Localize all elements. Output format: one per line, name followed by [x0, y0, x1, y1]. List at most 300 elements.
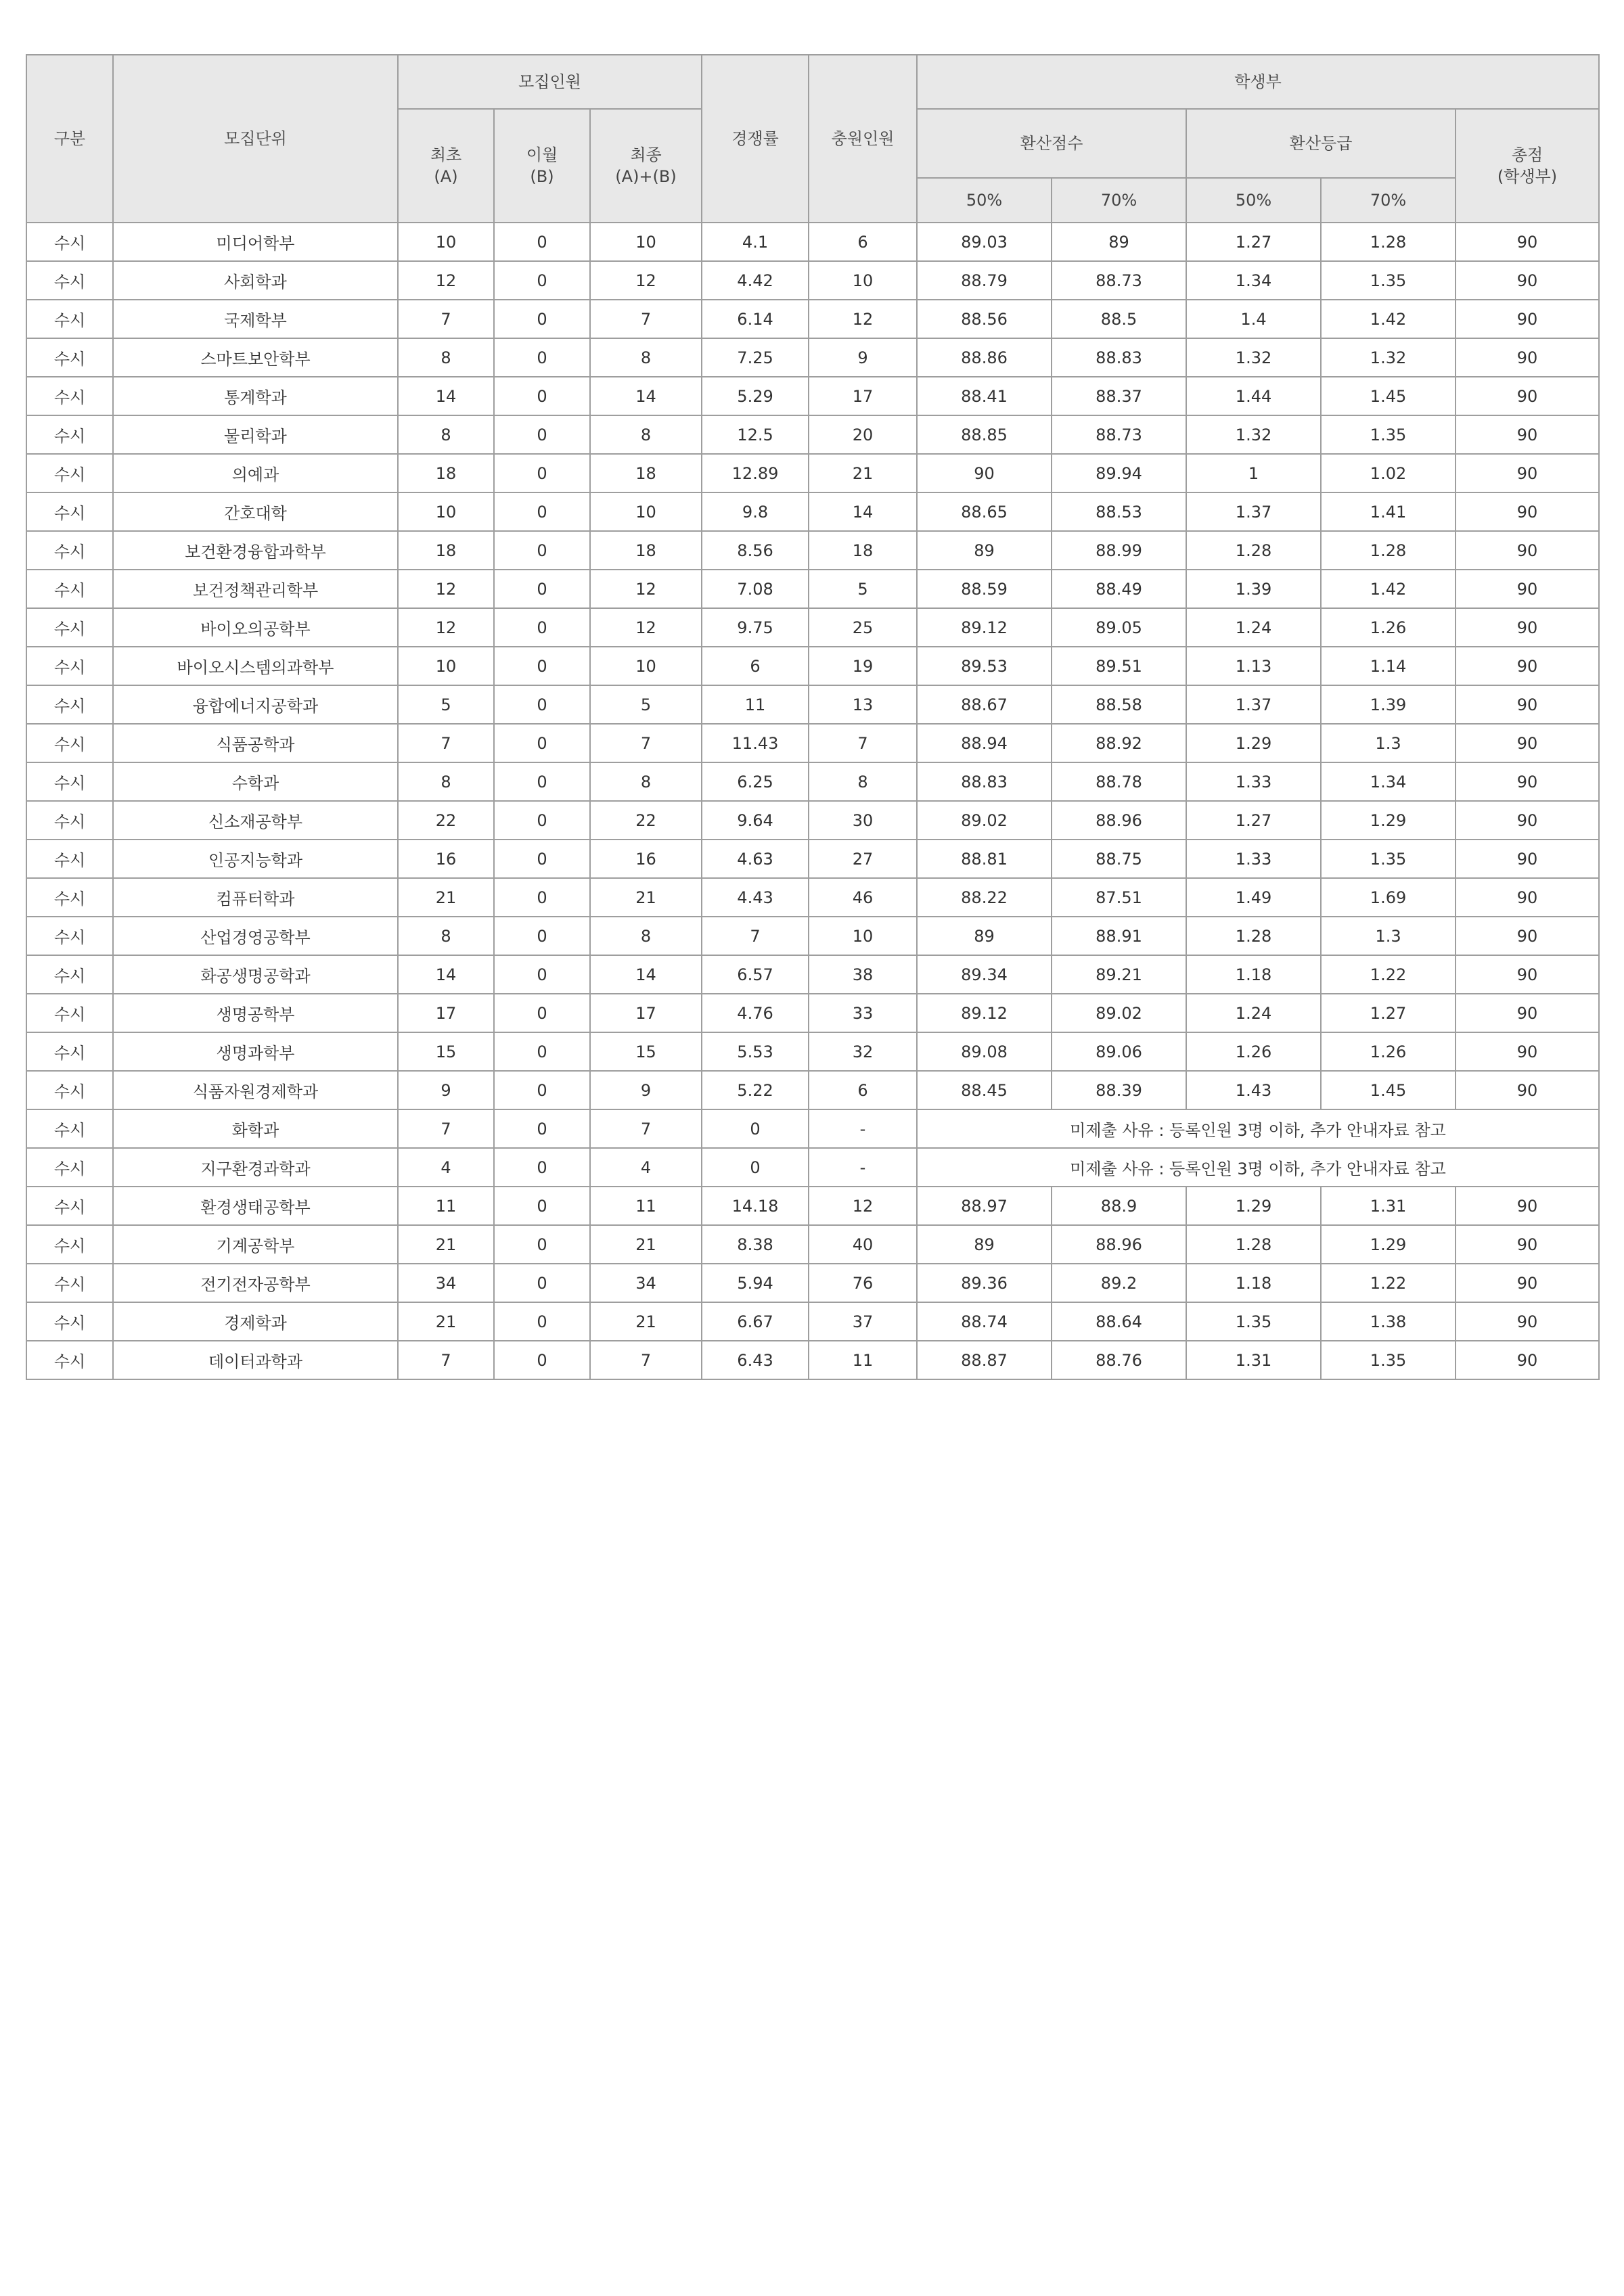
cell-score-70: 88.96 — [1052, 801, 1186, 840]
cell-final: 4 — [590, 1148, 702, 1187]
cell-final: 11 — [590, 1187, 702, 1225]
cell-grade-50: 1.26 — [1186, 1032, 1321, 1071]
cell-grade-50: 1.28 — [1186, 917, 1321, 955]
cell-initial: 12 — [398, 570, 494, 608]
cell-initial: 17 — [398, 994, 494, 1032]
cell-grade-50: 1.49 — [1186, 878, 1321, 917]
cell-score-50: 89.03 — [917, 223, 1052, 261]
cell-filled: 7 — [809, 724, 917, 762]
cell-carry: 0 — [494, 724, 590, 762]
cell-grade-70: 1.69 — [1321, 878, 1456, 917]
cell-score-70: 88.73 — [1052, 261, 1186, 300]
cell-competition: 6.57 — [702, 955, 809, 994]
cell-unit: 의예과 — [113, 454, 398, 492]
cell-competition: 4.63 — [702, 840, 809, 878]
cell-unit: 지구환경과학과 — [113, 1148, 398, 1187]
cell-score-50: 89.34 — [917, 955, 1052, 994]
cell-filled: 10 — [809, 917, 917, 955]
cell-score-70: 88.96 — [1052, 1225, 1186, 1264]
cell-grade-50: 1.13 — [1186, 647, 1321, 685]
table-row — [26, 454, 1599, 492]
cell-total: 90 — [1456, 223, 1599, 261]
cell-carry: 0 — [494, 647, 590, 685]
cell-grade-70: 1.45 — [1321, 377, 1456, 415]
cell-score-70: 89.94 — [1052, 454, 1186, 492]
cell-carry: 0 — [494, 223, 590, 261]
cell-grade-50: 1.27 — [1186, 223, 1321, 261]
cell-grade-70: 1.29 — [1321, 1225, 1456, 1264]
cell-score-50: 88.74 — [917, 1302, 1052, 1341]
cell-grade-50: 1.39 — [1186, 570, 1321, 608]
cell-filled: 8 — [809, 762, 917, 801]
cell-carry: 0 — [494, 300, 590, 338]
cell-carry: 0 — [494, 570, 590, 608]
cell-filled: 25 — [809, 608, 917, 647]
header-converted-score: 환산점수 — [917, 109, 1186, 178]
cell-total: 90 — [1456, 415, 1599, 454]
cell-initial: 15 — [398, 1032, 494, 1071]
cell-grade-70: 1.42 — [1321, 300, 1456, 338]
cell-filled: 38 — [809, 955, 917, 994]
cell-filled: - — [809, 1148, 917, 1187]
cell-category: 수시 — [26, 1148, 113, 1187]
cell-final: 17 — [590, 994, 702, 1032]
cell-initial: 10 — [398, 223, 494, 261]
cell-competition: 6.43 — [702, 1341, 809, 1379]
cell-grade-70: 1.28 — [1321, 223, 1456, 261]
cell-score-70: 89.05 — [1052, 608, 1186, 647]
table-row — [26, 1187, 1599, 1225]
cell-grade-50: 1.32 — [1186, 415, 1321, 454]
cell-filled: 27 — [809, 840, 917, 878]
header-final — [590, 109, 702, 223]
cell-unit: 생명공학부 — [113, 994, 398, 1032]
cell-total: 90 — [1456, 955, 1599, 994]
cell-score-70: 89.51 — [1052, 647, 1186, 685]
cell-filled: - — [809, 1109, 917, 1148]
cell-grade-50: 1.35 — [1186, 1302, 1321, 1341]
cell-initial: 7 — [398, 1109, 494, 1148]
cell-category: 수시 — [26, 338, 113, 377]
cell-unit: 국제학부 — [113, 300, 398, 338]
cell-final: 18 — [590, 531, 702, 570]
cell-initial: 34 — [398, 1264, 494, 1302]
cell-filled: 37 — [809, 1302, 917, 1341]
cell-category: 수시 — [26, 1187, 113, 1225]
cell-score-70: 88.49 — [1052, 570, 1186, 608]
cell-score-70: 88.53 — [1052, 492, 1186, 531]
cell-total: 90 — [1456, 685, 1599, 724]
cell-initial: 4 — [398, 1148, 494, 1187]
cell-total: 90 — [1456, 300, 1599, 338]
cell-competition: 9.64 — [702, 801, 809, 840]
cell-carry: 0 — [494, 1264, 590, 1302]
cell-category: 수시 — [26, 531, 113, 570]
cell-carry: 0 — [494, 801, 590, 840]
cell-initial: 8 — [398, 917, 494, 955]
cell-total: 90 — [1456, 917, 1599, 955]
cell-unit: 바이오의공학부 — [113, 608, 398, 647]
cell-score-50: 90 — [917, 454, 1052, 492]
cell-total: 90 — [1456, 261, 1599, 300]
cell-final: 8 — [590, 338, 702, 377]
cell-grade-70: 1.3 — [1321, 724, 1456, 762]
cell-category: 수시 — [26, 1302, 113, 1341]
cell-filled: 19 — [809, 647, 917, 685]
cell-competition: 4.43 — [702, 878, 809, 917]
cell-initial: 7 — [398, 1341, 494, 1379]
cell-initial: 8 — [398, 415, 494, 454]
cell-unit: 화공생명공학과 — [113, 955, 398, 994]
cell-category: 수시 — [26, 1032, 113, 1071]
cell-grade-70: 1.02 — [1321, 454, 1456, 492]
cell-initial: 10 — [398, 647, 494, 685]
cell-grade-70: 1.29 — [1321, 801, 1456, 840]
cell-score-50: 88.22 — [917, 878, 1052, 917]
cell-grade-50: 1.31 — [1186, 1341, 1321, 1379]
cell-grade-70: 1.28 — [1321, 531, 1456, 570]
cell-score-70: 89.2 — [1052, 1264, 1186, 1302]
table-row — [26, 300, 1599, 338]
table-row — [26, 1148, 1599, 1187]
cell-carry: 0 — [494, 685, 590, 724]
cell-initial: 7 — [398, 724, 494, 762]
cell-carry: 0 — [494, 1032, 590, 1071]
cell-filled: 17 — [809, 377, 917, 415]
cell-score-70: 88.5 — [1052, 300, 1186, 338]
cell-grade-50: 1.4 — [1186, 300, 1321, 338]
cell-filled: 20 — [809, 415, 917, 454]
cell-grade-50: 1.44 — [1186, 377, 1321, 415]
cell-final: 12 — [590, 261, 702, 300]
cell-filled: 18 — [809, 531, 917, 570]
cell-carry: 0 — [494, 1109, 590, 1148]
cell-category: 수시 — [26, 492, 113, 531]
cell-competition: 6.14 — [702, 300, 809, 338]
cell-filled: 13 — [809, 685, 917, 724]
cell-score-70: 88.9 — [1052, 1187, 1186, 1225]
cell-carry: 0 — [494, 261, 590, 300]
cell-final: 34 — [590, 1264, 702, 1302]
cell-unit: 식품공학과 — [113, 724, 398, 762]
cell-initial: 16 — [398, 840, 494, 878]
cell-filled: 10 — [809, 261, 917, 300]
cell-filled: 14 — [809, 492, 917, 531]
cell-carry: 0 — [494, 608, 590, 647]
cell-score-50: 88.83 — [917, 762, 1052, 801]
cell-final: 21 — [590, 1302, 702, 1341]
cell-final: 21 — [590, 878, 702, 917]
cell-initial: 22 — [398, 801, 494, 840]
cell-final: 12 — [590, 608, 702, 647]
header-unit: 모집단위 — [113, 55, 398, 223]
cell-grade-50: 1.24 — [1186, 994, 1321, 1032]
cell-competition: 5.29 — [702, 377, 809, 415]
header-converted-grade: 환산등급 — [1186, 109, 1456, 178]
cell-unit: 미디어학부 — [113, 223, 398, 261]
cell-grade-50: 1.43 — [1186, 1071, 1321, 1109]
cell-score-50: 89 — [917, 917, 1052, 955]
cell-unit: 데이터과학과 — [113, 1341, 398, 1379]
cell-category: 수시 — [26, 1109, 113, 1148]
cell-initial: 12 — [398, 608, 494, 647]
cell-competition: 4.42 — [702, 261, 809, 300]
cell-category: 수시 — [26, 570, 113, 608]
cell-carry: 0 — [494, 338, 590, 377]
cell-category: 수시 — [26, 1264, 113, 1302]
table-row — [26, 724, 1599, 762]
cell-total: 90 — [1456, 454, 1599, 492]
cell-total: 90 — [1456, 647, 1599, 685]
cell-initial: 21 — [398, 1225, 494, 1264]
header-score-50: 50% — [917, 178, 1052, 223]
cell-score-50: 88.59 — [917, 570, 1052, 608]
cell-grade-50: 1.29 — [1186, 1187, 1321, 1225]
cell-score-50: 88.81 — [917, 840, 1052, 878]
cell-grade-70: 1.26 — [1321, 608, 1456, 647]
cell-competition: 12.5 — [702, 415, 809, 454]
cell-final: 9 — [590, 1071, 702, 1109]
table-row — [26, 917, 1599, 955]
header-recruit-group: 모집인원 — [398, 55, 702, 109]
cell-competition: 6.67 — [702, 1302, 809, 1341]
cell-total: 90 — [1456, 377, 1599, 415]
cell-score-50: 88.65 — [917, 492, 1052, 531]
header-initial-sub: (A) — [434, 167, 458, 186]
header-initial — [398, 109, 494, 223]
table-row — [26, 338, 1599, 377]
cell-filled: 12 — [809, 300, 917, 338]
cell-grade-70: 1.22 — [1321, 1264, 1456, 1302]
cell-final: 22 — [590, 801, 702, 840]
cell-competition: 9.75 — [702, 608, 809, 647]
cell-category: 수시 — [26, 724, 113, 762]
cell-unit: 경제학과 — [113, 1302, 398, 1341]
cell-score-70: 88.76 — [1052, 1341, 1186, 1379]
cell-competition: 7.08 — [702, 570, 809, 608]
cell-filled: 33 — [809, 994, 917, 1032]
table-row — [26, 531, 1599, 570]
header-total-label: 총점 — [1511, 145, 1543, 164]
cell-competition: 6.25 — [702, 762, 809, 801]
cell-grade-50: 1.28 — [1186, 1225, 1321, 1264]
cell-total: 90 — [1456, 608, 1599, 647]
cell-final: 12 — [590, 570, 702, 608]
table-row — [26, 840, 1599, 878]
cell-final: 7 — [590, 1109, 702, 1148]
cell-score-70: 88.83 — [1052, 338, 1186, 377]
cell-category: 수시 — [26, 1341, 113, 1379]
cell-category: 수시 — [26, 878, 113, 917]
cell-note: 미제출 사유 : 등록인원 3명 이하, 추가 안내자료 참고 — [917, 1148, 1599, 1187]
cell-category: 수시 — [26, 685, 113, 724]
cell-competition: 6 — [702, 647, 809, 685]
cell-score-70: 89.02 — [1052, 994, 1186, 1032]
cell-final: 10 — [590, 492, 702, 531]
cell-category: 수시 — [26, 840, 113, 878]
cell-grade-70: 1.42 — [1321, 570, 1456, 608]
cell-score-70: 88.37 — [1052, 377, 1186, 415]
table-row — [26, 1264, 1599, 1302]
cell-initial: 10 — [398, 492, 494, 531]
header-record-group: 학생부 — [917, 55, 1599, 109]
cell-final: 10 — [590, 647, 702, 685]
table-header — [26, 55, 1599, 223]
cell-category: 수시 — [26, 994, 113, 1032]
cell-grade-50: 1.33 — [1186, 762, 1321, 801]
cell-filled: 5 — [809, 570, 917, 608]
cell-score-50: 88.97 — [917, 1187, 1052, 1225]
cell-unit: 인공지능학과 — [113, 840, 398, 878]
cell-unit: 기계공학부 — [113, 1225, 398, 1264]
header-total-sub: (학생부) — [1497, 167, 1558, 186]
header-grade-50: 50% — [1186, 178, 1321, 223]
header-final-sub: (A)+(B) — [615, 167, 677, 186]
cell-score-70: 88.91 — [1052, 917, 1186, 955]
cell-grade-50: 1.18 — [1186, 955, 1321, 994]
cell-score-50: 89.36 — [917, 1264, 1052, 1302]
cell-carry: 0 — [494, 1302, 590, 1341]
cell-score-50: 89 — [917, 531, 1052, 570]
cell-final: 18 — [590, 454, 702, 492]
cell-grade-50: 1.27 — [1186, 801, 1321, 840]
cell-grade-70: 1.22 — [1321, 955, 1456, 994]
cell-category: 수시 — [26, 1225, 113, 1264]
cell-grade-70: 1.39 — [1321, 685, 1456, 724]
cell-score-50: 88.45 — [917, 1071, 1052, 1109]
cell-category: 수시 — [26, 261, 113, 300]
cell-grade-70: 1.38 — [1321, 1302, 1456, 1341]
cell-total: 90 — [1456, 1302, 1599, 1341]
cell-competition: 8.56 — [702, 531, 809, 570]
header-carry-label: 이월 — [526, 145, 558, 164]
cell-score-70: 88.78 — [1052, 762, 1186, 801]
cell-unit: 전기전자공학부 — [113, 1264, 398, 1302]
table-row — [26, 415, 1599, 454]
cell-carry: 0 — [494, 1148, 590, 1187]
cell-initial: 11 — [398, 1187, 494, 1225]
cell-unit: 융합에너지공학과 — [113, 685, 398, 724]
cell-competition: 7 — [702, 917, 809, 955]
cell-competition: 7.25 — [702, 338, 809, 377]
cell-category: 수시 — [26, 454, 113, 492]
cell-initial: 9 — [398, 1071, 494, 1109]
admission-results-table — [26, 54, 1600, 1380]
cell-grade-70: 1.32 — [1321, 338, 1456, 377]
cell-score-70: 88.39 — [1052, 1071, 1186, 1109]
cell-unit: 보건환경융합과학부 — [113, 531, 398, 570]
cell-score-50: 89.02 — [917, 801, 1052, 840]
cell-final: 10 — [590, 223, 702, 261]
cell-initial: 21 — [398, 1302, 494, 1341]
cell-grade-50: 1.28 — [1186, 531, 1321, 570]
cell-grade-70: 1.27 — [1321, 994, 1456, 1032]
cell-category: 수시 — [26, 223, 113, 261]
cell-category: 수시 — [26, 608, 113, 647]
table-row — [26, 492, 1599, 531]
cell-unit: 식품자원경제학과 — [113, 1071, 398, 1109]
cell-carry: 0 — [494, 454, 590, 492]
cell-carry: 0 — [494, 1071, 590, 1109]
cell-score-50: 89.12 — [917, 994, 1052, 1032]
table-row — [26, 762, 1599, 801]
cell-carry: 0 — [494, 955, 590, 994]
cell-competition: 4.1 — [702, 223, 809, 261]
cell-filled: 11 — [809, 1341, 917, 1379]
cell-final: 7 — [590, 1341, 702, 1379]
cell-grade-70: 1.14 — [1321, 647, 1456, 685]
cell-carry: 0 — [494, 492, 590, 531]
cell-score-50: 88.79 — [917, 261, 1052, 300]
cell-total: 90 — [1456, 724, 1599, 762]
cell-competition: 5.53 — [702, 1032, 809, 1071]
cell-grade-50: 1.24 — [1186, 608, 1321, 647]
table-row — [26, 1071, 1599, 1109]
cell-total: 90 — [1456, 492, 1599, 531]
table-row — [26, 685, 1599, 724]
cell-grade-50: 1.18 — [1186, 1264, 1321, 1302]
cell-initial: 5 — [398, 685, 494, 724]
cell-grade-70: 1.31 — [1321, 1187, 1456, 1225]
cell-unit: 생명과학부 — [113, 1032, 398, 1071]
cell-total: 90 — [1456, 338, 1599, 377]
cell-unit: 수학과 — [113, 762, 398, 801]
cell-unit: 보건정책관리학부 — [113, 570, 398, 608]
cell-initial: 18 — [398, 454, 494, 492]
cell-total: 90 — [1456, 570, 1599, 608]
table-row — [26, 570, 1599, 608]
cell-competition: 11.43 — [702, 724, 809, 762]
cell-score-70: 88.64 — [1052, 1302, 1186, 1341]
cell-initial: 14 — [398, 955, 494, 994]
header-initial-label: 최초 — [430, 145, 462, 164]
cell-final: 7 — [590, 300, 702, 338]
cell-category: 수시 — [26, 955, 113, 994]
cell-competition: 11 — [702, 685, 809, 724]
header-carry-sub: (B) — [530, 167, 554, 186]
cell-score-50: 88.94 — [917, 724, 1052, 762]
cell-unit: 신소재공학부 — [113, 801, 398, 840]
cell-grade-50: 1.37 — [1186, 685, 1321, 724]
cell-filled: 21 — [809, 454, 917, 492]
cell-score-50: 88.87 — [917, 1341, 1052, 1379]
cell-final: 7 — [590, 724, 702, 762]
cell-carry: 0 — [494, 415, 590, 454]
cell-filled: 9 — [809, 338, 917, 377]
cell-carry: 0 — [494, 1225, 590, 1264]
cell-category: 수시 — [26, 415, 113, 454]
cell-competition: 0 — [702, 1109, 809, 1148]
cell-category: 수시 — [26, 801, 113, 840]
cell-score-70: 88.58 — [1052, 685, 1186, 724]
cell-score-50: 89.12 — [917, 608, 1052, 647]
cell-unit: 사회학과 — [113, 261, 398, 300]
cell-total: 90 — [1456, 878, 1599, 917]
cell-category: 수시 — [26, 300, 113, 338]
cell-category: 수시 — [26, 1071, 113, 1109]
cell-filled: 30 — [809, 801, 917, 840]
header-category: 구분 — [26, 55, 113, 223]
cell-initial: 14 — [398, 377, 494, 415]
cell-score-70: 89.06 — [1052, 1032, 1186, 1071]
cell-carry: 0 — [494, 377, 590, 415]
cell-final: 21 — [590, 1225, 702, 1264]
cell-unit: 스마트보안학부 — [113, 338, 398, 377]
cell-filled: 76 — [809, 1264, 917, 1302]
cell-score-70: 89 — [1052, 223, 1186, 261]
cell-total: 90 — [1456, 1341, 1599, 1379]
cell-carry: 0 — [494, 1187, 590, 1225]
